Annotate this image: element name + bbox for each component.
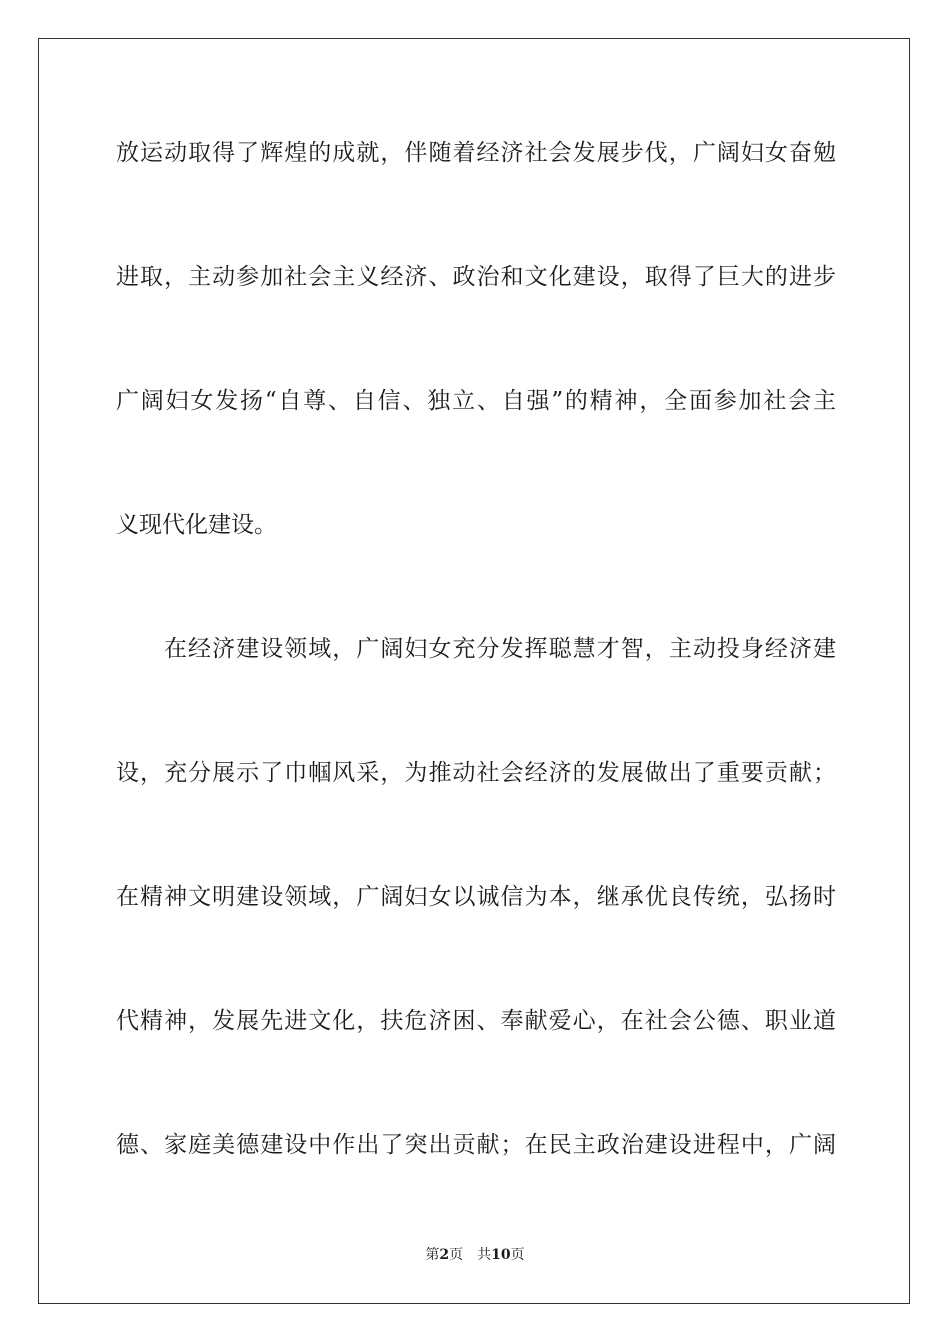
body-text-line: 放运动取得了辉煌的成就，伴随着经济社会发展步伐，广阔妇女奋勉 <box>116 140 836 166</box>
body-text-line: 德、家庭美德建设中作出了突出贡献；在民主政治建设进程中，广阔 <box>116 1132 836 1158</box>
total-prefix: 共 <box>477 1247 492 1263</box>
page-footer <box>0 1246 950 1264</box>
body-text-line: 在精神文明建设领域，广阔妇女以诚信为本，继承优良传统，弘扬时 <box>116 884 836 910</box>
total-suffix: 页 <box>510 1247 525 1263</box>
body-text-line: 进取，主动参加社会主义经济、政治和文化建设，取得了巨大的进步 <box>116 264 836 290</box>
total-pages: 10 <box>491 1247 511 1263</box>
body-text-line: 代精神，发展先进文化，扶危济困、奉献爱心，在社会公德、职业道 <box>116 1008 836 1034</box>
page-suffix: 页 <box>449 1247 464 1263</box>
page-border <box>38 38 910 1304</box>
body-text-line: 设，充分展示了巾帼风采，为推动社会经济的发展做出了重要贡献； <box>116 760 836 786</box>
page-number: 2 <box>439 1247 450 1263</box>
body-text-line: 广阔妇女发扬“自尊、自信、独立、自强”的精神，全面参加社会主 <box>116 388 836 414</box>
paragraph-first-line: 在经济建设领域，广阔妇女充分发挥聪慧才智，主动投身经济建 <box>164 636 836 662</box>
page-prefix: 第 <box>425 1247 440 1263</box>
body-text-line: 义现代化建设。 <box>116 512 277 538</box>
